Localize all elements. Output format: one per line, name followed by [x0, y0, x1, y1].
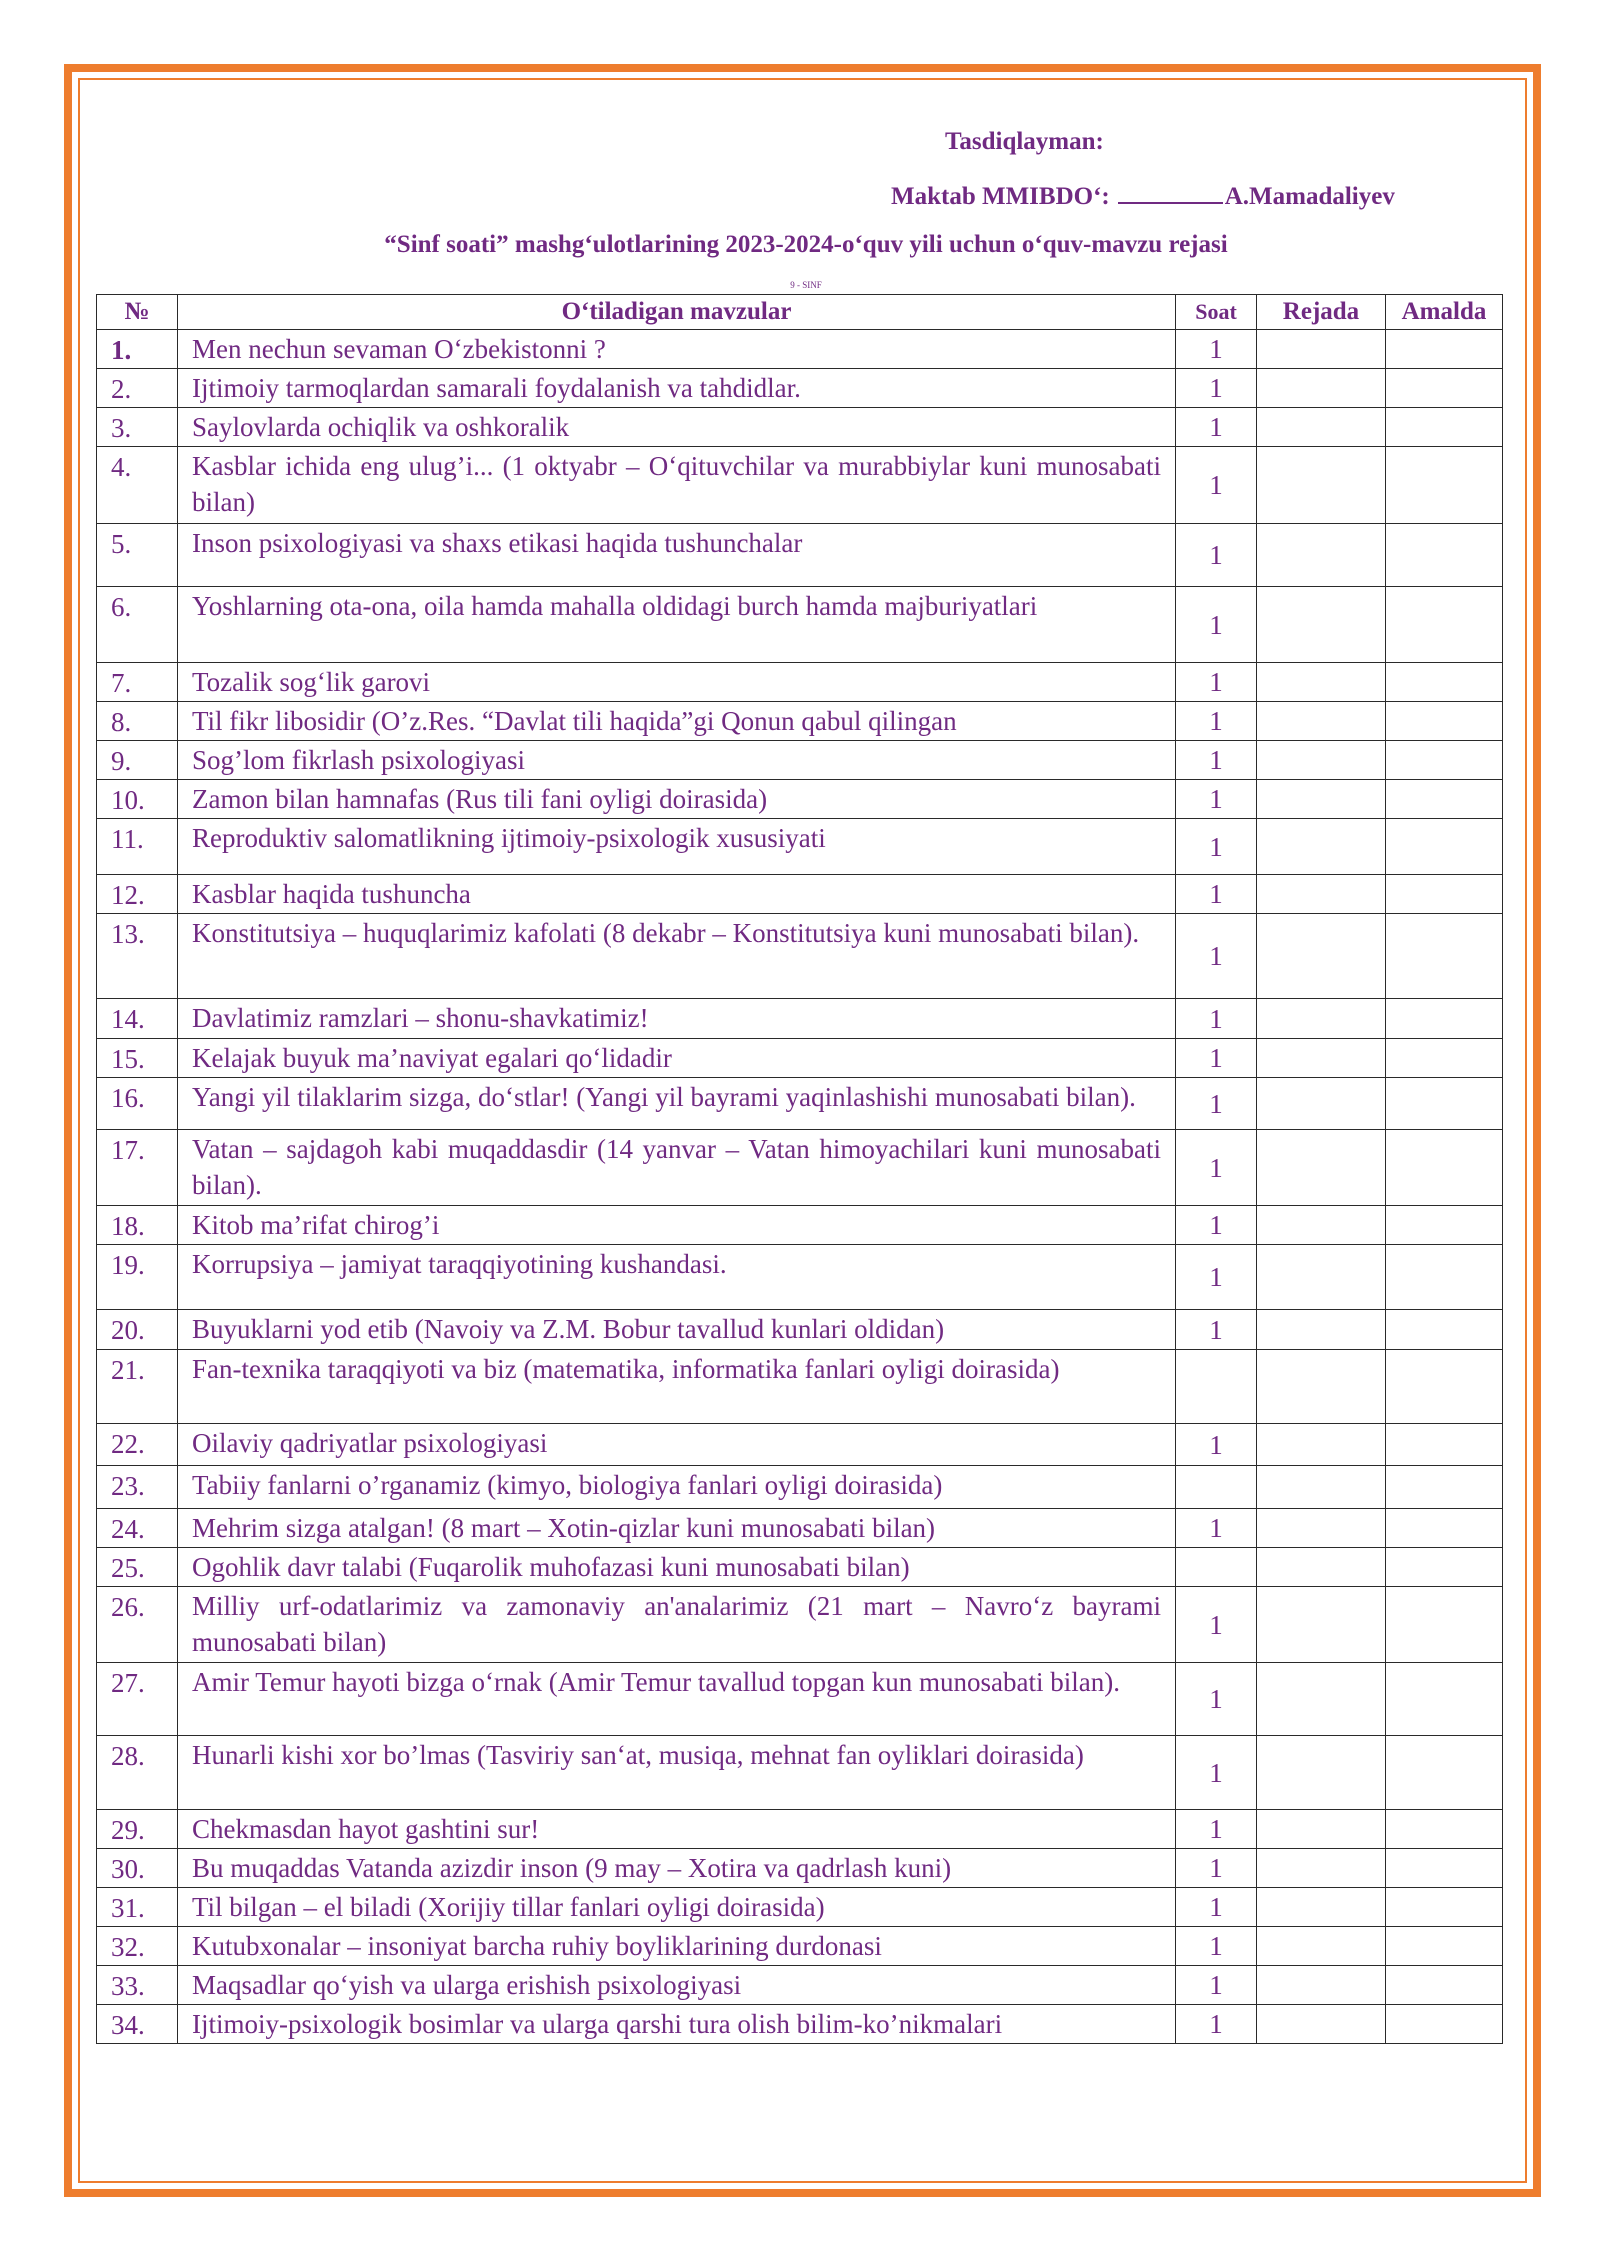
- row-actual-cell: [1386, 875, 1503, 914]
- row-actual-cell: [1386, 1039, 1503, 1078]
- row-planned-cell: [1257, 780, 1386, 819]
- table-row: [97, 1350, 1503, 1424]
- row-number: 26.: [97, 1587, 178, 1663]
- row-topic: Til fikr libosidir (O’z.Res. “Davlat tili haqida”gi Qonun qabul qilingan: [178, 702, 1176, 741]
- row-planned-cell: [1257, 1587, 1386, 1663]
- column-header-planned: Rejada: [1257, 295, 1386, 330]
- row-hours: 1: [1176, 524, 1257, 587]
- column-header-hours: Soat: [1176, 295, 1257, 330]
- row-planned-cell: [1257, 1736, 1386, 1810]
- table-row: [97, 780, 1503, 819]
- row-topic: Inson psixologiyasi va shaxs etikasi haqida tushunchalar: [178, 524, 1176, 587]
- row-number: 18.: [97, 1206, 178, 1245]
- row-number: 21.: [97, 1350, 178, 1424]
- row-planned-cell: [1257, 2005, 1386, 2044]
- row-topic: Ijtimoiy tarmoqlardan samarali foydalanish va tahdidlar.: [178, 369, 1176, 408]
- row-actual-cell: [1386, 819, 1503, 875]
- table-row: [97, 1966, 1503, 2005]
- row-actual-cell: [1386, 1509, 1503, 1548]
- row-number: 27.: [97, 1663, 178, 1736]
- row-topic: Vatan – sajdagoh kabi muqaddasdir (14 yanvar – Vatan himoyachilari kuni munosabati bilan).: [178, 1130, 1176, 1206]
- row-number: 34.: [97, 2005, 178, 2044]
- row-topic: Kelajak buyuk ma’naviyat egalari qo‘lidadir: [178, 1039, 1176, 1078]
- row-hours: 1: [1176, 741, 1257, 780]
- table-row: [97, 999, 1503, 1039]
- row-hours: 1: [1176, 1424, 1257, 1466]
- row-hours: 1: [1176, 663, 1257, 702]
- row-topic: Ogohlik davr talabi (Fuqarolik muhofazasi kuni munosabati bilan): [178, 1548, 1176, 1587]
- row-number: 2.: [97, 369, 178, 408]
- row-hours: 1: [1176, 1810, 1257, 1849]
- column-header-actual: Amalda: [1386, 295, 1503, 330]
- grade-label: 9 - SINF: [790, 280, 822, 290]
- row-planned-cell: [1257, 1548, 1386, 1587]
- row-actual-cell: [1386, 1350, 1503, 1424]
- row-actual-cell: [1386, 780, 1503, 819]
- row-topic: Saylovlarda ochiqlik va oshkoralik: [178, 408, 1176, 447]
- row-planned-cell: [1257, 1663, 1386, 1736]
- row-actual-cell: [1386, 408, 1503, 447]
- row-number: 16.: [97, 1078, 178, 1130]
- table-row: [97, 1466, 1503, 1509]
- row-actual-cell: [1386, 1078, 1503, 1130]
- row-number: 28.: [97, 1736, 178, 1810]
- row-topic: Korrupsiya – jamiyat taraqqiyotining kushandasi.: [178, 1245, 1176, 1310]
- row-topic: Tozalik sog‘lik garovi: [178, 663, 1176, 702]
- row-planned-cell: [1257, 1509, 1386, 1548]
- signature-blank: [1118, 180, 1223, 204]
- row-number: 5.: [97, 524, 178, 587]
- row-topic: Oilaviy qadriyatlar psixologiyasi: [178, 1424, 1176, 1466]
- row-topic: Kutubxonalar – insoniyat barcha ruhiy boyliklarining durdonasi: [178, 1927, 1176, 1966]
- row-planned-cell: [1257, 1966, 1386, 2005]
- table-body: [97, 330, 1503, 2044]
- row-hours: 1: [1176, 819, 1257, 875]
- row-planned-cell: [1257, 819, 1386, 875]
- row-number: 25.: [97, 1548, 178, 1587]
- row-hours: 1: [1176, 1130, 1257, 1206]
- row-topic: Yoshlarning ota-ona, oila hamda mahalla oldidagi burch hamda majburiyatlari: [178, 587, 1176, 663]
- row-topic: Konstitutsiya – huquqlarimiz kafolati (8 dekabr – Konstitutsiya kuni munosabati bilan).: [178, 914, 1176, 999]
- table-row: [97, 741, 1503, 780]
- row-number: 23.: [97, 1466, 178, 1509]
- row-number: 19.: [97, 1245, 178, 1310]
- row-number: 8.: [97, 702, 178, 741]
- row-number: 1.: [97, 330, 178, 369]
- row-planned-cell: [1257, 1078, 1386, 1130]
- row-topic: Maqsadlar qo‘yish va ularga erishish psixologiyasi: [178, 1966, 1176, 2005]
- row-actual-cell: [1386, 524, 1503, 587]
- row-planned-cell: [1257, 1466, 1386, 1509]
- table-row: [97, 369, 1503, 408]
- row-planned-cell: [1257, 1245, 1386, 1310]
- row-planned-cell: [1257, 1424, 1386, 1466]
- table-row: [97, 330, 1503, 369]
- row-hours: 1: [1176, 999, 1257, 1039]
- table-row: [97, 1927, 1503, 1966]
- row-actual-cell: [1386, 741, 1503, 780]
- row-number: 24.: [97, 1509, 178, 1548]
- row-topic: Kasblar ichida eng ulug’i... (1 oktyabr – O‘qituvchilar va murabbiylar kuni munosabati bilan): [178, 447, 1176, 524]
- row-number: 13.: [97, 914, 178, 999]
- row-topic: Mehrim sizga atalgan! (8 mart – Xotin-qizlar kuni munosabati bilan): [178, 1509, 1176, 1548]
- table-row: [97, 1736, 1503, 1810]
- row-hours: 1: [1176, 1310, 1257, 1350]
- row-hours: 1: [1176, 447, 1257, 524]
- table-row: [97, 408, 1503, 447]
- row-topic: Amir Temur hayoti bizga o‘rnak (Amir Temur tavallud topgan kun munosabati bilan).: [178, 1663, 1176, 1736]
- row-actual-cell: [1386, 914, 1503, 999]
- row-number: 22.: [97, 1424, 178, 1466]
- row-actual-cell: [1386, 1736, 1503, 1810]
- row-actual-cell: [1386, 1888, 1503, 1927]
- row-number: 31.: [97, 1888, 178, 1927]
- row-actual-cell: [1386, 1849, 1503, 1888]
- row-planned-cell: [1257, 875, 1386, 914]
- row-topic: Reproduktiv salomatlikning ijtimoiy-psixologik xususiyati: [178, 819, 1176, 875]
- row-hours: 1: [1176, 780, 1257, 819]
- table-row: [97, 1206, 1503, 1245]
- table-row: [97, 587, 1503, 663]
- row-hours: 1: [1176, 1849, 1257, 1888]
- row-actual-cell: [1386, 1587, 1503, 1663]
- table-row: [97, 1587, 1503, 1663]
- row-topic: Hunarli kishi xor bo’lmas (Tasviriy san‘at, musiqa, mehnat fan oyliklari doirasida): [178, 1736, 1176, 1810]
- row-number: 10.: [97, 780, 178, 819]
- row-hours: 1: [1176, 1966, 1257, 2005]
- row-planned-cell: [1257, 663, 1386, 702]
- row-planned-cell: [1257, 447, 1386, 524]
- row-planned-cell: [1257, 702, 1386, 741]
- table-row: [97, 2005, 1503, 2044]
- school-label: Maktab MMIBDO‘:: [891, 183, 1110, 210]
- column-header-topic: O‘tiladigan mavzular: [178, 295, 1176, 330]
- table-row: [97, 1130, 1503, 1206]
- table-row: [97, 1888, 1503, 1927]
- row-actual-cell: [1386, 663, 1503, 702]
- row-number: 29.: [97, 1810, 178, 1849]
- row-hours: 1: [1176, 1888, 1257, 1927]
- row-topic: Kasblar haqida tushuncha: [178, 875, 1176, 914]
- row-actual-cell: [1386, 330, 1503, 369]
- row-hours: 1: [1176, 1587, 1257, 1663]
- row-actual-cell: [1386, 1424, 1503, 1466]
- row-actual-cell: [1386, 1548, 1503, 1587]
- row-actual-cell: [1386, 999, 1503, 1039]
- row-number: 12.: [97, 875, 178, 914]
- row-hours: 1: [1176, 1736, 1257, 1810]
- row-planned-cell: [1257, 1810, 1386, 1849]
- row-hours: 1: [1176, 1509, 1257, 1548]
- row-topic: Til bilgan – el biladi (Xorijiy tillar fanlari oyligi doirasida): [178, 1888, 1176, 1927]
- table-row: [97, 1078, 1503, 1130]
- row-topic: Chekmasdan hayot gashtini sur!: [178, 1810, 1176, 1849]
- row-planned-cell: [1257, 1350, 1386, 1424]
- row-planned-cell: [1257, 1310, 1386, 1350]
- row-hours: [1176, 1548, 1257, 1587]
- row-hours: 1: [1176, 330, 1257, 369]
- table-row: [97, 1310, 1503, 1350]
- row-topic: Zamon bilan hamnafas (Rus tili fani oyligi doirasida): [178, 780, 1176, 819]
- row-planned-cell: [1257, 369, 1386, 408]
- row-number: 6.: [97, 587, 178, 663]
- row-planned-cell: [1257, 587, 1386, 663]
- row-actual-cell: [1386, 1206, 1503, 1245]
- row-topic: Bu muqaddas Vatanda azizdir inson (9 may – Xotira va qadrlash kuni): [178, 1849, 1176, 1888]
- row-actual-cell: [1386, 702, 1503, 741]
- row-planned-cell: [1257, 741, 1386, 780]
- row-actual-cell: [1386, 1966, 1503, 2005]
- row-planned-cell: [1257, 1888, 1386, 1927]
- row-hours: [1176, 1350, 1257, 1424]
- row-topic: Fan-texnika taraqqiyoti va biz (matematika, informatika fanlari oyligi doirasida): [178, 1350, 1176, 1424]
- row-topic: Men nechun sevaman O‘zbekistonni ?: [178, 330, 1176, 369]
- row-topic: Buyuklarni yod etib (Navoiy va Z.M. Bobur tavallud kunlari oldidan): [178, 1310, 1176, 1350]
- row-actual-cell: [1386, 2005, 1503, 2044]
- row-number: 30.: [97, 1849, 178, 1888]
- table-row: [97, 1039, 1503, 1078]
- row-topic: Sog’lom fikrlash psixologiyasi: [178, 741, 1176, 780]
- row-number: 9.: [97, 741, 178, 780]
- row-planned-cell: [1257, 1206, 1386, 1245]
- row-number: 3.: [97, 408, 178, 447]
- row-hours: 1: [1176, 2005, 1257, 2044]
- table-row: [97, 1810, 1503, 1849]
- row-topic: Tabiiy fanlarni o’rganamiz (kimyo, biologiya fanlari oyligi doirasida): [178, 1466, 1176, 1509]
- table-row: [97, 663, 1503, 702]
- row-hours: 1: [1176, 1206, 1257, 1245]
- table-row: [97, 447, 1503, 524]
- row-planned-cell: [1257, 524, 1386, 587]
- row-hours: 1: [1176, 369, 1257, 408]
- row-topic: Kitob ma’rifat chirog’i: [178, 1206, 1176, 1245]
- row-hours: 1: [1176, 1078, 1257, 1130]
- document-title: “Sinf soati” mashg‘ulotlarining 2023-2024-o‘quv yili uchun o‘quv-mavzu rejasi: [384, 231, 1228, 258]
- row-planned-cell: [1257, 1039, 1386, 1078]
- row-number: 14.: [97, 999, 178, 1039]
- row-hours: 1: [1176, 587, 1257, 663]
- table-row: [97, 1663, 1503, 1736]
- row-planned-cell: [1257, 1130, 1386, 1206]
- row-actual-cell: [1386, 1663, 1503, 1736]
- row-number: 33.: [97, 1966, 178, 2005]
- row-number: 4.: [97, 447, 178, 524]
- table-row: [97, 819, 1503, 875]
- table-row: [97, 1245, 1503, 1310]
- row-planned-cell: [1257, 999, 1386, 1039]
- row-number: 32.: [97, 1927, 178, 1966]
- row-hours: 1: [1176, 702, 1257, 741]
- row-hours: 1: [1176, 875, 1257, 914]
- row-actual-cell: [1386, 369, 1503, 408]
- table-row: [97, 702, 1503, 741]
- row-hours: 1: [1176, 914, 1257, 999]
- row-actual-cell: [1386, 1130, 1503, 1206]
- row-actual-cell: [1386, 447, 1503, 524]
- row-planned-cell: [1257, 408, 1386, 447]
- row-topic: Milliy urf-odatlarimiz va zamonaviy an'analarimiz (21 mart – Navro‘z bayrami munosabati bilan): [178, 1587, 1176, 1663]
- row-hours: 1: [1176, 1927, 1257, 1966]
- row-planned-cell: [1257, 330, 1386, 369]
- topic-plan-table: [96, 294, 1503, 2044]
- row-number: 7.: [97, 663, 178, 702]
- row-hours: 1: [1176, 1663, 1257, 1736]
- table-row: [97, 524, 1503, 587]
- signatory-name: A.Mamadaliyev: [1224, 183, 1395, 210]
- row-hours: [1176, 1466, 1257, 1509]
- row-topic: Yangi yil tilaklarim sizga, do‘stlar! (Yangi yil bayrami yaqinlashishi munosabati bilan).: [178, 1078, 1176, 1130]
- row-number: 17.: [97, 1130, 178, 1206]
- table-row: [97, 1424, 1503, 1466]
- row-actual-cell: [1386, 1310, 1503, 1350]
- row-hours: 1: [1176, 408, 1257, 447]
- table-header-row: [97, 295, 1503, 330]
- row-number: 11.: [97, 819, 178, 875]
- row-actual-cell: [1386, 1810, 1503, 1849]
- row-planned-cell: [1257, 1849, 1386, 1888]
- column-header-num: №: [97, 295, 178, 330]
- table-row: [97, 914, 1503, 999]
- row-topic: Davlatimiz ramzlari – shonu-shavkatimiz!: [178, 999, 1176, 1039]
- row-planned-cell: [1257, 914, 1386, 999]
- table-row: [97, 1849, 1503, 1888]
- row-topic: Ijtimoiy-psixologik bosimlar va ularga qarshi tura olish bilim-ko’nikmalari: [178, 2005, 1176, 2044]
- row-hours: 1: [1176, 1245, 1257, 1310]
- row-actual-cell: [1386, 1245, 1503, 1310]
- row-number: 20.: [97, 1310, 178, 1350]
- table-row: [97, 1548, 1503, 1587]
- school-signature-line: [891, 180, 1395, 211]
- table-row: [97, 1509, 1503, 1548]
- row-actual-cell: [1386, 587, 1503, 663]
- approval-label: Tasdiqlayman:: [945, 128, 1104, 155]
- row-actual-cell: [1386, 1927, 1503, 1966]
- table-row: [97, 875, 1503, 914]
- row-number: 15.: [97, 1039, 178, 1078]
- row-hours: 1: [1176, 1039, 1257, 1078]
- row-actual-cell: [1386, 1466, 1503, 1509]
- row-planned-cell: [1257, 1927, 1386, 1966]
